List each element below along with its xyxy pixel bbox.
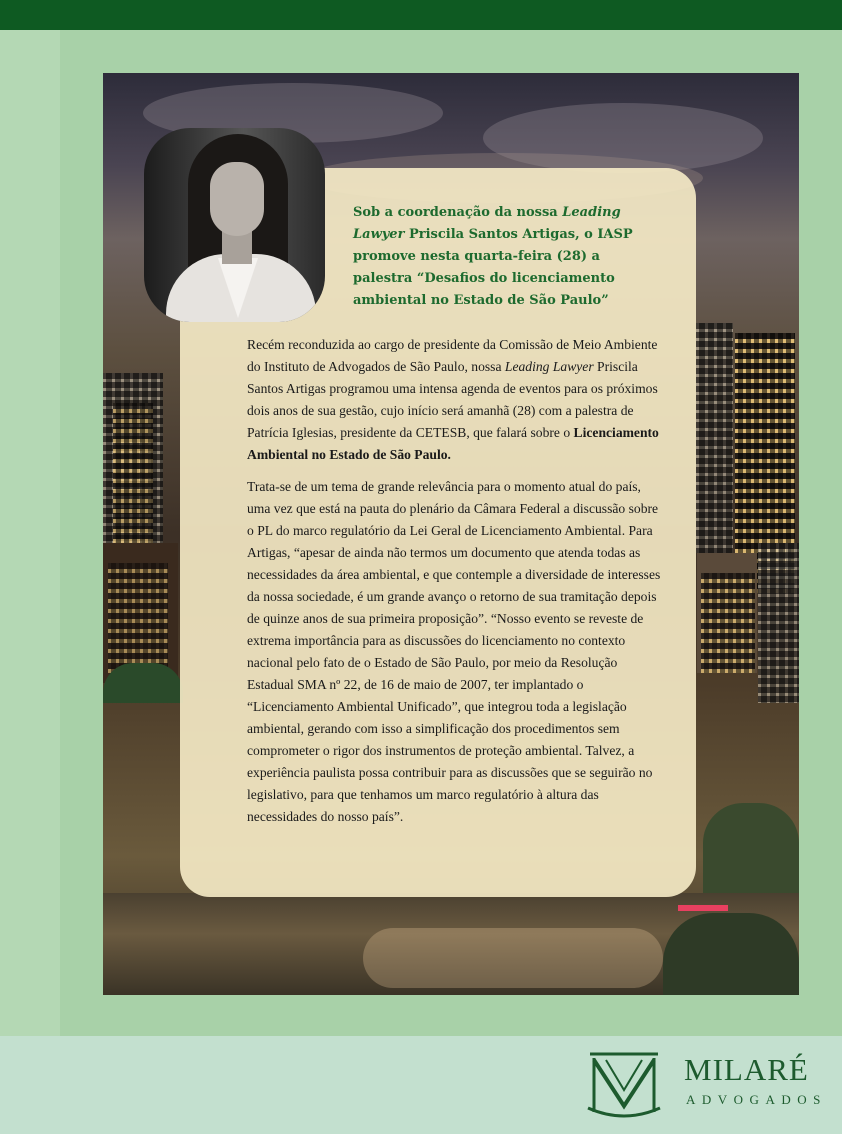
brand-subtitle: ADVOGADOS [686,1092,827,1107]
milare-logo-icon [586,1050,662,1120]
top-bar [0,0,842,30]
lead-leading-lawyer: Leading Lawyer [353,205,621,242]
lead-paragraph [353,202,653,312]
p1-text-c: Priscila Santos Artigas programou uma intensa agenda de eventos para os próximos dois anos de sua gestão, cujo início será amanhã (28) com a palestra de Patrícia Iglesias, presidente da CETESB, que falará sobre o [247,359,658,440]
body-paragraph-1 [247,334,667,466]
brand-name: MILARÉ [684,1052,809,1087]
p1-leading-lawyer: Leading Lawyer [504,359,594,374]
portrait-photo [144,128,325,322]
p1-text-a: Recém reconduzida ao cargo de presidente da Comissão de Meio Ambiente do Instituto de Advogados de São Paulo, nossa [247,337,658,374]
lead-part1: Sob a coordenação da nossa [353,205,563,220]
article-body [247,334,667,838]
body-paragraph-2: Trata-se de um tema de grande relevância para o momento atual do país, uma vez que está na pauta do plenário da Câmara Federal a discussão sobre o PL do marco regulatório da Lei Geral de Licenciamento Ambiental. Para Artigas, “apesar de ainda não termos um documento que atenda todas as necessidades da área ambiental, e que contemple a diversidade de interesses da nossa sociedade, é um grande avanço o retorno de sua tramitação depois de quinze anos de sua primeira proposição”. “Nosso evento se reveste de extrema importância para as discussões do licenciamento no contexto nacional pelo fato de o Estado de São Paulo, por meio da Resolução Estadual SMA nº 22, de 16 de maio de 2007, ter implantado o “Licenciamento Ambiental Unificado”, que integrou toda a legislação ambiental, gerando com isso a simplificação dos procedimentos sem comprometer o rigor dos instrumentos de proteção ambiental. Talvez, a experiência paulista possa contribuir para as discussões que se seguirão no legislativo, para que tenhamos um marco regulatório à altura das necessidades do nosso país”. [247,479,661,824]
left-strip [0,30,60,1036]
p1-bold-topic: Licenciamento Ambiental no Estado de São Paulo. [247,425,659,462]
lead-part3: Priscila Santos Artigas, o IASP promove nesta quarta-feira (28) a palestra “Desafios do licenciamento ambiental no Estado de São Paulo” [353,227,633,308]
